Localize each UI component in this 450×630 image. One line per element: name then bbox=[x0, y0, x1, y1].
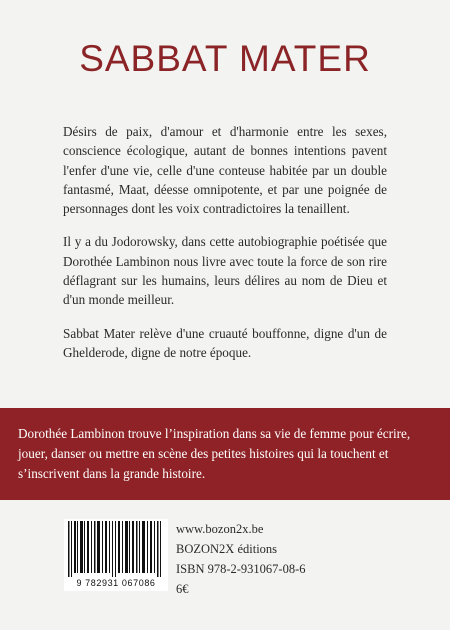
blurb-paragraph-1: Désirs de paix, d'amour et d'harmonie entre les sexes, conscience écologique, autant de bonnes intentions pavent l'enfer d'une vie, celle d'une conteuse habitée par un double fantasmé, Maat, déesse omnipotente, et par une poignée de personnages dont les voix contradictoires la tenaillent. bbox=[63, 124, 387, 217]
blurb-paragraph-3: Sabbat Mater relève d'une cruauté bouffonne, digne d'un de Ghelderode, digne de notre époque. bbox=[63, 325, 387, 360]
website: www.bozon2x.be bbox=[176, 522, 264, 536]
book-title: SABBAT MATER bbox=[79, 38, 371, 79]
barcode-digits: 9 782931 067086 bbox=[76, 578, 156, 588]
author-blurb: Dorothée Lambinon trouve l’inspiration dans sa vie de femme pour écrire, jouer, danser ou mettre en scène des petites histoires qui la touchent et s’inscrivent dans la grande histoire. bbox=[18, 426, 411, 481]
price: 6€ bbox=[176, 582, 189, 596]
publisher-info bbox=[176, 519, 306, 599]
isbn: ISBN 978-2-931067-08-6 bbox=[176, 562, 306, 576]
barcode bbox=[64, 519, 168, 591]
publisher-name: BOZON2X éditions bbox=[176, 542, 278, 556]
blurb-paragraph-2: Il y a du Jodorowsky, dans cette autobiographie poétisée que Dorothée Lambinon nous livre avec toute la force de son rire déflagrant sur les humains, leurs délires au nom de Dieu et d'un monde meilleur. bbox=[63, 234, 387, 308]
barcode-bars bbox=[64, 519, 168, 579]
blurb bbox=[63, 122, 387, 376]
